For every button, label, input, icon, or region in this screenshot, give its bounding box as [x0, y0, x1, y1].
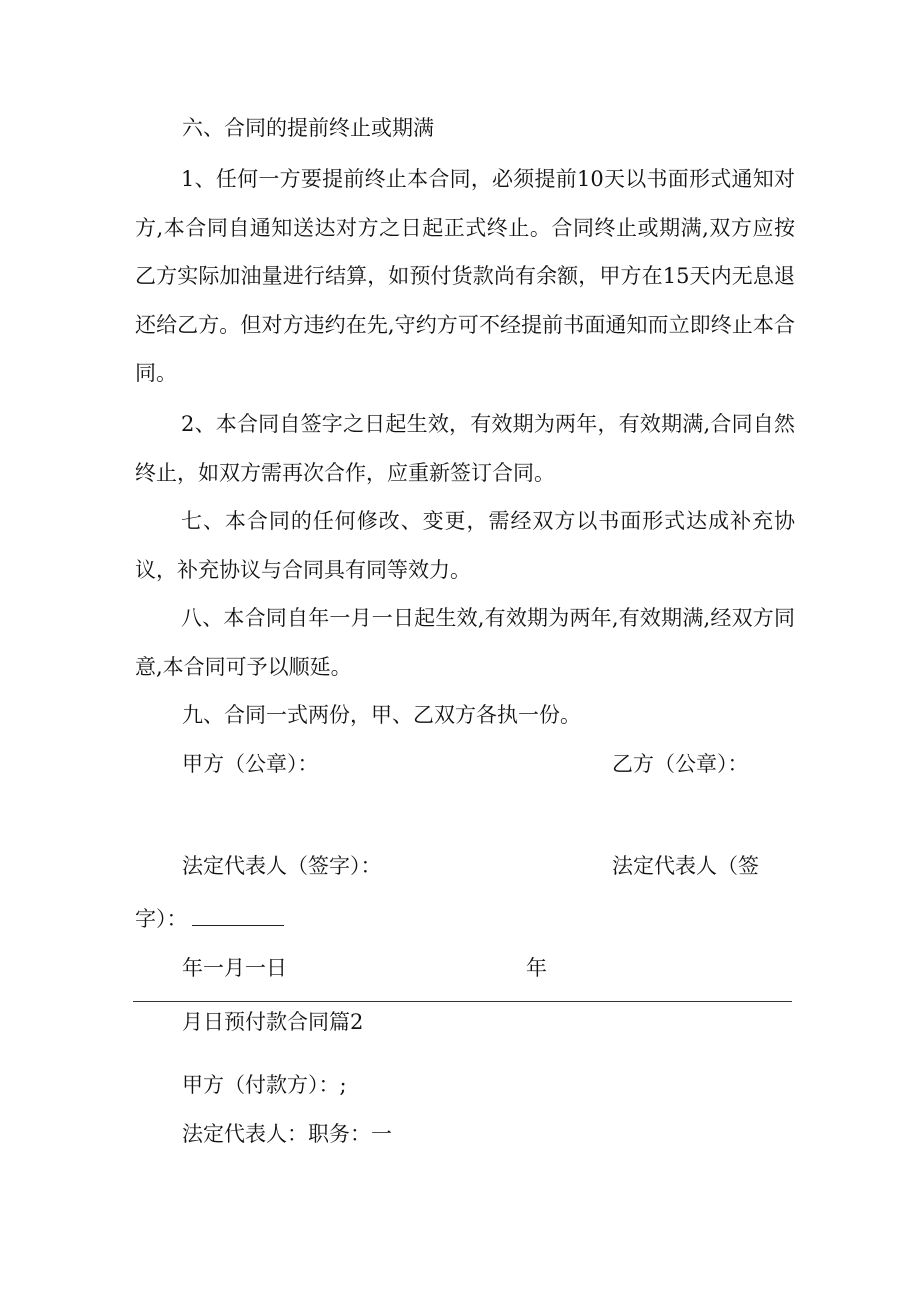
section-9: 九、合同一式两份，甲、乙双方各执一份。: [182, 703, 581, 727]
section-6-title: 六、合同的提前终止或期满: [182, 116, 434, 140]
signature-blank: [192, 905, 284, 926]
party-b-rep-label-end: 字）：: [135, 907, 188, 931]
date-a: 年一月一日: [182, 956, 287, 980]
date-b: 年: [526, 956, 547, 980]
divider-line: [133, 1001, 792, 1002]
party-a-seal-label: 甲方（公章）：: [182, 752, 319, 776]
section-8: 八、本合同自年一月一日起生效,有效期为两年,有效期满,经双方同意,本合同可予以顺延。: [135, 606, 795, 679]
next-contract-heading: 月日预付款合同篇2: [182, 1010, 364, 1034]
section-7: 七、本合同的任何修改、变更，需经双方以书面形式达成补充协议，补充协议与合同具有同等效力。: [135, 509, 795, 582]
party-a-rep-label: 法定代表人（签字）：: [182, 854, 382, 878]
party-b-seal-label: 乙方（公章）：: [612, 752, 749, 776]
clause-6-2: 2、本合同自签字之日起生效，有效期为两年，有效期满,合同自然终止，如双方需再次合作，应重新签订合同。: [135, 412, 795, 485]
clause-6-1: 1、任何一方要提前终止本合同，必须提前10天以书面形式通知对方,本合同自通知送达对方之日起正式终止。合同终止或期满,双方应按乙方实际加油量进行结算，如预付货款尚有余额，甲方在15天内无息退还给乙方。但对方违约在先,守约方可不经提前书面通知而立即终止本合同。: [135, 167, 795, 385]
next-legal-rep: 法定代表人：职务：一: [182, 1122, 392, 1146]
party-b-rep-line-2: [135, 904, 284, 934]
party-b-rep-label-start: 法定代表人（签: [612, 854, 759, 878]
next-party-a: 甲方（付款方）：;: [182, 1073, 347, 1097]
